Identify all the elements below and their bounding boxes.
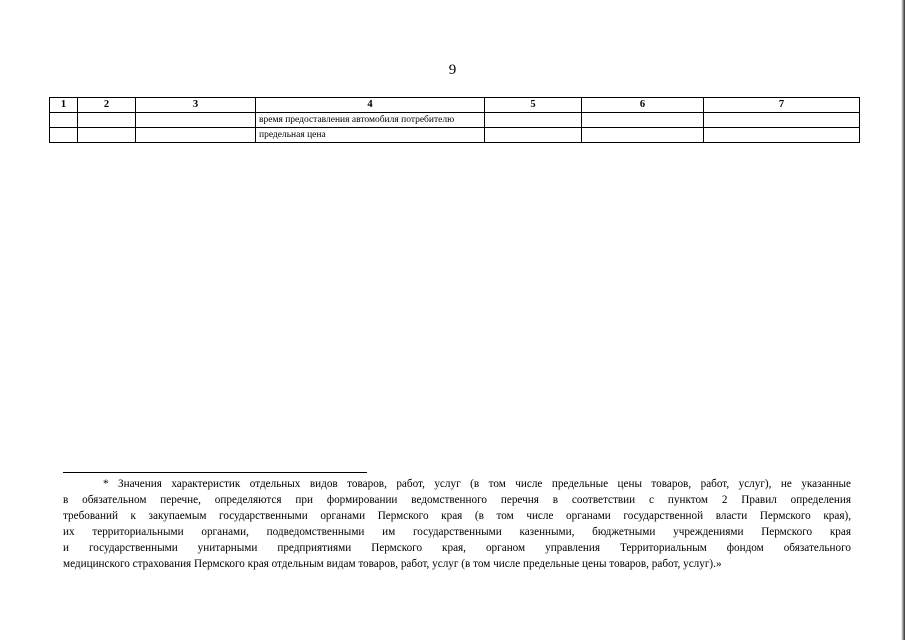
- table-cell: время предоставления автомобиля потребителю: [256, 113, 485, 128]
- footnote-line: медицинского страхования Пермского края отдельным видам товаров, работ, услуг (в том числе предельные цены товаров, работ, услуг).»: [63, 558, 722, 570]
- table-cell: [78, 128, 136, 143]
- column-header: 4: [256, 98, 485, 113]
- table-row: [50, 113, 860, 128]
- page-edge-shadow: [901, 0, 905, 640]
- table-cell: [582, 128, 704, 143]
- table-cell: предельная цена: [256, 128, 485, 143]
- table-cell: [50, 113, 78, 128]
- table-row: [50, 128, 860, 143]
- footnote-separator: [63, 472, 367, 473]
- footnote-line: их территориальными органами, подведомственными им государственными казенными, бюджетными учреждениями Пермского края: [63, 526, 851, 538]
- column-header: 7: [704, 98, 860, 113]
- table-cell: [136, 113, 256, 128]
- table-cell: [485, 128, 582, 143]
- table-cell: [50, 128, 78, 143]
- column-header: 3: [136, 98, 256, 113]
- column-header: 1: [50, 98, 78, 113]
- footnote: [63, 476, 851, 572]
- footnote-line: и государственными унитарными предприятиями Пермского края, органом управления Территориальным фондом обязательного: [63, 542, 851, 554]
- table-cell: [136, 128, 256, 143]
- table-cell: [704, 128, 860, 143]
- column-header: 2: [78, 98, 136, 113]
- page-number: 9: [448, 62, 457, 78]
- characteristics-table: [49, 97, 860, 143]
- column-header: 6: [582, 98, 704, 113]
- footnote-line: требований к закупаемым государственными органами Пермского края (в том числе органами государственной власти Пермского края),: [63, 510, 851, 522]
- footnote-line: * Значения характеристик отдельных видов товаров, работ, услуг (в том числе предельные цены товаров, работ, услуг), не указанные: [103, 478, 851, 490]
- table-cell: [485, 113, 582, 128]
- footnote-line: в обязательном перечне, определяются при формировании ведомственного перечня в соответствии с пунктом 2 Правил определения: [63, 494, 851, 506]
- table-cell: [582, 113, 704, 128]
- table-cell: [704, 113, 860, 128]
- table-header-row: [50, 98, 860, 113]
- table-cell: [78, 113, 136, 128]
- column-header: 5: [485, 98, 582, 113]
